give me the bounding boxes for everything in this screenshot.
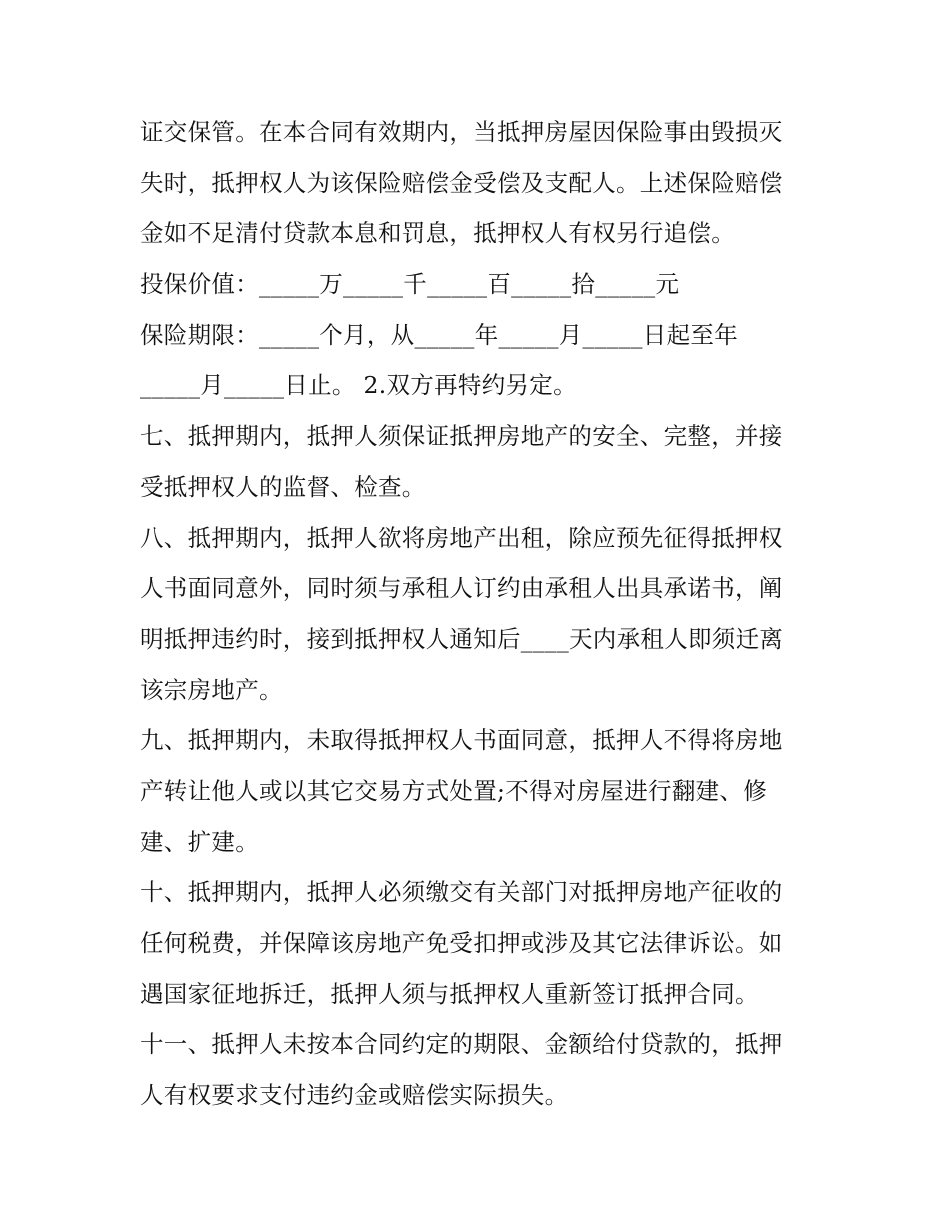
text-line: _____月_____日止。 2.双方再特约另定。 — [140, 371, 577, 400]
clause-8-line: 八、抵押期内，抵押人欲将房地产出租，除应预先征得抵押权 — [140, 523, 783, 552]
text-line: 失时，抵押权人为该保险赔偿金受偿及支配人。上述保险赔偿 — [140, 168, 783, 197]
text-line: 任何税费，并保障该房地产免受扣押或涉及其它法律诉讼。如 — [140, 929, 783, 957]
text-line: 明抵押违约时，接到抵押权人通知后____天内承租人即须迁离 — [140, 624, 784, 653]
text-line: 受抵押权人的监督、检查。 — [140, 472, 426, 501]
clause-7-line: 七、抵押期内，抵押人须保证抵押房地产的安全、完整，并接 — [140, 422, 783, 451]
text-line: 产转让他人或以其它交易方式处置;不得对房屋进行翻建、修 — [140, 776, 768, 805]
insured-value-line: 投保价值：_____万_____千_____百_____拾_____元 — [140, 270, 680, 299]
text-line: 建、扩建。 — [140, 827, 259, 856]
clause-9-line: 九、抵押期内，未取得抵押权人书面同意，抵押人不得将房地 — [140, 726, 783, 755]
text-line: 人有权要求支付违约金或赔偿实际损失。 — [140, 1081, 569, 1110]
text-line: 人书面同意外，同时须与承租人订约由承租人出具承诺书，阐 — [140, 574, 783, 603]
text-line: 遇国家征地拆迁，抵押人须与抵押权人重新签订抵押合同。 — [140, 979, 759, 1008]
contract-text — [140, 107, 820, 1121]
text-line: 证交保管。在本合同有效期内，当抵押房屋因保险事由毁损灭 — [140, 118, 783, 146]
insurance-period-line: 保险期限：_____个月，从_____年_____月_____日起至年 — [140, 320, 738, 349]
text-line: 金如不足清付贷款本息和罚息，抵押权人有权另行追偿。 — [140, 219, 735, 248]
text-line: 该宗房地产。 — [140, 675, 283, 704]
clause-11-line: 十一、抵押人未按本合同约定的期限、金额给付贷款的，抵押 — [140, 1030, 783, 1059]
clause-10-line: 十、抵押期内，抵押人必须缴交有关部门对抵押房地产征收的 — [140, 878, 783, 907]
